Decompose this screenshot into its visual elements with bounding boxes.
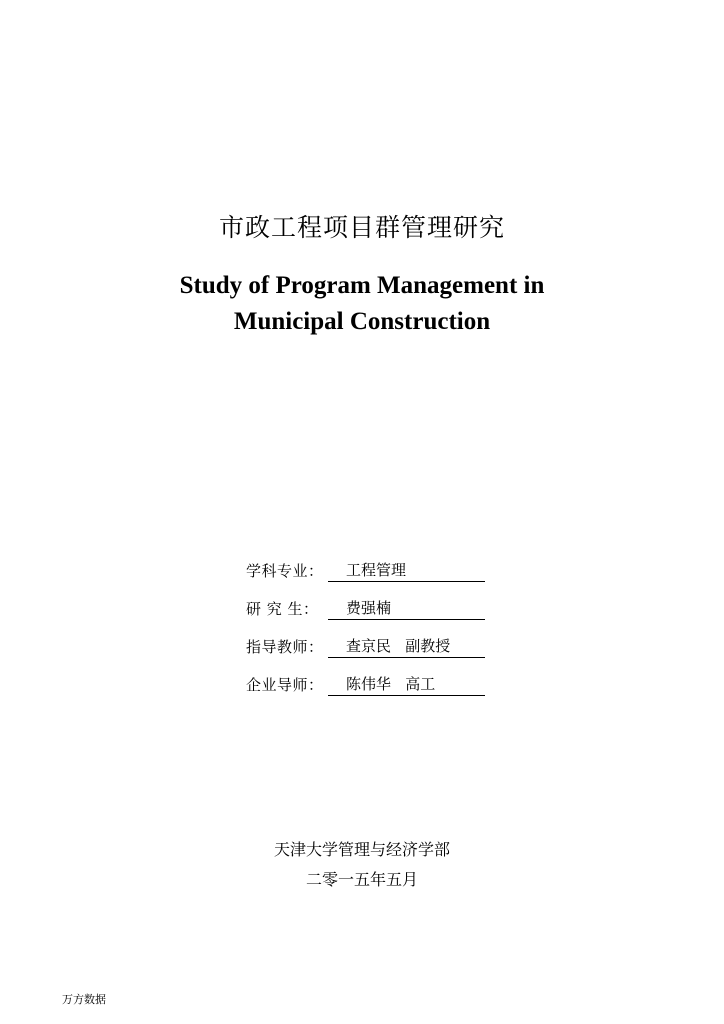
major-label: 学科专业： bbox=[246, 562, 324, 580]
supervisor-label: 指导教师： bbox=[246, 638, 324, 656]
title-english-line-1: Study of Program Management in bbox=[179, 272, 545, 299]
institution-name: 天津大学管理与经济学部 bbox=[273, 840, 450, 859]
title-chinese: 市政工程项目群管理研究 bbox=[218, 213, 505, 242]
industry-mentor-value: 陈伟华 高工 bbox=[328, 674, 485, 696]
info-row-supervisor bbox=[246, 620, 506, 658]
major-value: 工程管理 bbox=[328, 560, 485, 582]
title-english-line-2: Municipal Construction bbox=[233, 308, 491, 335]
info-row-student bbox=[246, 582, 506, 620]
info-row-industry-mentor bbox=[246, 658, 506, 696]
supervisor-value: 查京民 副教授 bbox=[328, 636, 485, 658]
industry-mentor-label: 企业导师： bbox=[246, 676, 324, 694]
watermark-text: 万方数据 bbox=[62, 993, 106, 1006]
title-english bbox=[0, 268, 724, 340]
info-row-major bbox=[246, 544, 506, 582]
author-info-block bbox=[246, 544, 506, 696]
submission-date: 二零一五年五月 bbox=[305, 870, 418, 889]
student-label: 研 究 生： bbox=[246, 600, 319, 618]
student-value: 费强楠 bbox=[328, 598, 485, 620]
